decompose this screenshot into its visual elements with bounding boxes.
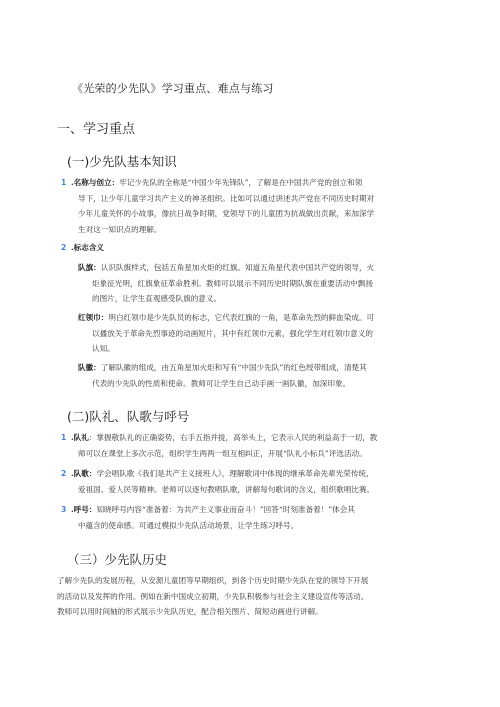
item-text-line: 牢记少先队的全称是“中国少年先锋队”，了解是在中国共产党的创立和领: [119, 178, 363, 187]
symbol-red-scarf-continuation: [92, 326, 462, 357]
symbol-label: 队徽：: [78, 363, 101, 372]
item-text-line: 中蕴含的使命感。可通过模拟少先队活动场景，让学生练习呼号。: [78, 520, 299, 530]
history-paragraph: [57, 573, 457, 620]
item-text-line: ：掌握敬队礼的正确姿势，右手五指并拢，高举头上，它表示人民的利益高于一切，教: [88, 433, 378, 442]
item-label: .标志含义: [71, 243, 105, 252]
document-title: 《光荣的少先队》学习重点、难点与练习: [72, 82, 274, 95]
item-text-line: 师可以在课堂上多次示范，组织学生两两一组互相纠正，开展“队礼小标兵”评选活动。: [78, 448, 367, 458]
list-item-symbols: [61, 240, 451, 256]
paragraph-line: 了解少先队的发展历程，从安源儿童团等早期组织，到各个历史时期少先队在党的领导下开展: [57, 576, 369, 585]
item-text-line: 了解队徽的组成，由五角星加火炬和写有“中国少先队”的红色绶带组成，清楚其: [100, 363, 367, 372]
item-text-line: 爱祖国、爱人民等精神。老师可以逐句教唱队歌，讲解每句歌词的含义，组织歌唱比赛。: [78, 484, 375, 494]
list-item-song: [61, 466, 456, 482]
item-label: .队礼: [71, 433, 89, 442]
item-text-line: 学会唱队歌《我们是共产主义接班人》，理解歌词中体现的继承革命先辈光荣传统，: [96, 469, 374, 478]
paragraph-line: 教师可以用时间轴的形式展示少先队历史，配合相关图片、简短动画进行讲解。: [57, 607, 323, 617]
item-text-line: 认识队旗样式，包括五角星加火炬的红旗。知道五角星代表中国共产党的领导，火: [100, 263, 375, 272]
list-number: 1: [61, 433, 67, 442]
symbol-badge: [78, 360, 458, 376]
item-text-line: 代表的少先队的性质和使命。教师可让学生自己动手画一画队徽，加深印象。: [92, 378, 351, 388]
item-text-line: 生对这一知识点的理解。: [78, 224, 162, 234]
list-number: 2: [61, 469, 67, 478]
list-item-motto: [61, 502, 456, 518]
subsection-heading-salute-song-motto: (二)队礼、队歌与呼号: [67, 409, 190, 424]
symbol-flag: [78, 260, 458, 276]
subsection-heading-history: （三）少先队历史: [67, 552, 168, 567]
item-label: .队歌：: [71, 469, 97, 478]
list-number: 3: [61, 505, 67, 514]
item-text-line: 导下，让少年儿童学习共产主义的神圣组织。比如可以通过讲述共产党在不同历史时期对: [78, 193, 375, 203]
item-text-line: 明白红领巾是少先队员的标志，它代表红旗的一角，是革命先烈的鲜血染成。可: [108, 313, 375, 322]
paragraph-line: 的活动以及发挥的作用。例如在新中国成立初期，少先队积极参与社会主义建设宣传等活动。: [57, 591, 369, 601]
item-text-line: 少年儿童关怀的小故事，像抗日战争时期，党领导下的儿童团为抗战做出贡献，来加深学: [78, 209, 375, 219]
subsection-heading-basic-knowledge: (一)少先队基本知识: [67, 154, 177, 169]
symbol-label: 队旗：: [78, 263, 101, 272]
item-text-line: 以播放关于革命先烈事迹的动画短片，其中有红领巾元素，强化学生对红领巾意义的: [92, 328, 373, 338]
item-label: .呼号：: [71, 505, 97, 514]
item-label: .名称与创立：: [71, 178, 120, 187]
item-text-line: 知晓呼号内容“准备着：为共产主义事业而奋斗！”回答“时刻准备着！”体会其: [96, 505, 355, 514]
item-text-line: 的图片，让学生直观感受队旗的意义。: [92, 294, 222, 304]
list-item-salute: [61, 430, 456, 446]
symbol-red-scarf: [78, 310, 458, 326]
item-text-line: 认知。: [92, 344, 115, 354]
list-number: 2: [61, 243, 67, 252]
list-item-continuation: [78, 482, 458, 498]
list-number: 1: [61, 178, 67, 187]
list-item-continuation: [78, 446, 458, 462]
section-heading-key-points: 一、学习重点: [57, 122, 136, 137]
symbol-label: 红领巾：: [78, 313, 109, 322]
symbol-badge-continuation: [92, 376, 462, 392]
list-item-continuation: [78, 191, 458, 238]
list-item-name-founding: [61, 175, 451, 191]
list-item-continuation: [78, 518, 458, 534]
item-text-line: 炬象征光明，红旗象征革命胜利。教师可以展示不同历史时期队旗在重要活动中飘扬: [92, 278, 373, 288]
symbol-flag-continuation: [92, 276, 462, 307]
